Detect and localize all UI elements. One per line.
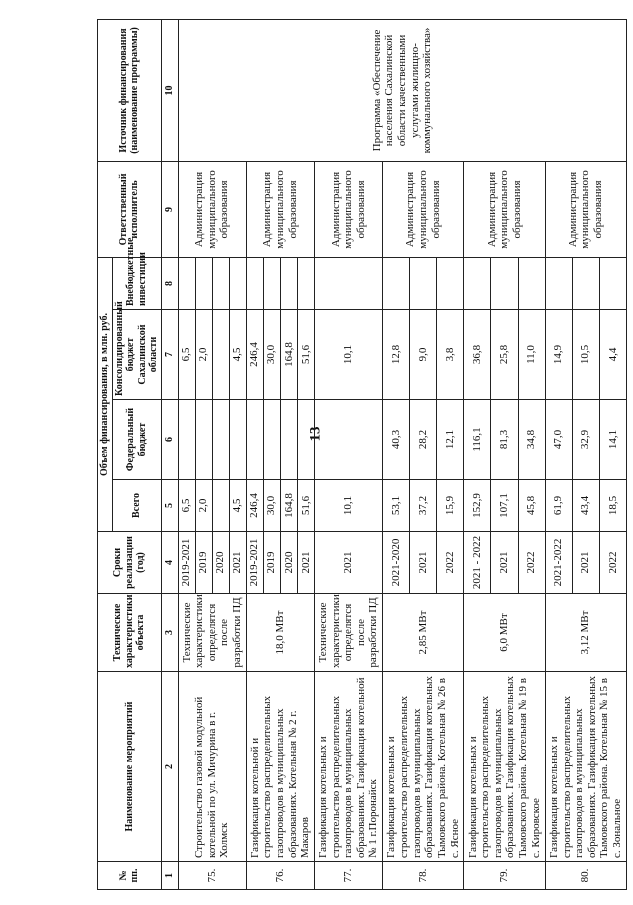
extra-cell (545, 257, 572, 309)
table-row (178, 19, 195, 889)
federal-cell (297, 400, 314, 480)
consolidated-cell: 51,6 (297, 310, 314, 400)
extra-cell (314, 257, 382, 309)
total-cell: 51,6 (297, 480, 314, 532)
term-cell: 2021 (314, 532, 382, 594)
total-cell: 6,5 (178, 480, 195, 532)
extra-cell (572, 257, 599, 309)
extra-cell (297, 257, 314, 309)
federal-cell: 81,3 (491, 400, 518, 480)
measure-name: Строительство газовой модульной котельной по ул. Мичурина в г. Холмск (178, 672, 246, 862)
tech-characteristics: 2,85 МВт (383, 594, 464, 672)
extra-cell (212, 257, 229, 309)
row-number: 78. (383, 862, 464, 890)
consolidated-cell: 30,0 (263, 310, 280, 400)
consolidated-cell: 164,8 (280, 310, 297, 400)
consolidated-cell: 36,8 (464, 310, 491, 400)
row-number: 80. (545, 862, 626, 890)
federal-cell (263, 400, 280, 480)
consolidated-cell: 12,8 (383, 310, 410, 400)
total-cell: 152,9 (464, 480, 491, 532)
total-cell: 164,8 (280, 480, 297, 532)
measure-name: Газификация котельных и строительство распределительных газопроводов в муниципальных образованиях. Газификация котельной № 1 г.Поронайск (314, 672, 382, 862)
consolidated-cell: 25,8 (491, 310, 518, 400)
total-cell: 246,4 (246, 480, 263, 532)
federal-cell: 32,9 (572, 400, 599, 480)
total-cell: 107,1 (491, 480, 518, 532)
extra-cell (246, 257, 263, 309)
executor-cell: Администрация муниципального образования (383, 161, 464, 257)
term-cell: 2020 (212, 532, 229, 594)
total-cell: 45,8 (518, 480, 545, 532)
term-cell: 2022 (437, 532, 464, 594)
total-cell: 61,9 (545, 480, 572, 532)
term-cell: 2019-2021 (178, 532, 195, 594)
term-cell: 2021 (491, 532, 518, 594)
federal-cell (246, 400, 263, 480)
tech-characteristics: 18,0 МВт (246, 594, 314, 672)
total-cell: 18,5 (599, 480, 626, 532)
federal-cell (212, 400, 229, 480)
col-number: 10 (161, 19, 178, 161)
extra-cell (599, 257, 626, 309)
extra-cell (195, 257, 212, 309)
term-cell: 2021 (229, 532, 246, 594)
extra-cell (383, 257, 410, 309)
consolidated-cell: 3,8 (437, 310, 464, 400)
consolidated-cell: 2,0 (195, 310, 212, 400)
measure-name: Газификация котельных и строительство распределительных газопроводов в муниципальных образованиях. Газификация котельных Тымовского района. Котельная № 19 в с. Кировское (464, 672, 545, 862)
tech-characteristics: 6,0 МВт (464, 594, 545, 672)
row-number: 75. (178, 862, 246, 890)
consolidated-cell: 6,5 (178, 310, 195, 400)
header-consolidated: Консолидированный бюджет Сахалинской области (112, 310, 161, 400)
term-cell: 2019-2021 (246, 532, 263, 594)
total-cell: 4,5 (229, 480, 246, 532)
consolidated-cell: 9,0 (410, 310, 437, 400)
total-cell: 10,1 (314, 480, 382, 532)
header-total: Всего (112, 480, 161, 532)
header-name: Наименование мероприятий (98, 672, 162, 862)
consolidated-cell: 11,0 (518, 310, 545, 400)
col-number: 2 (161, 672, 178, 862)
executor-cell: Администрация муниципального образования (178, 161, 246, 257)
col-number: 8 (161, 257, 178, 309)
federal-cell (178, 400, 195, 480)
total-cell: 53,1 (383, 480, 410, 532)
col-number: 4 (161, 532, 178, 594)
federal-cell (229, 400, 246, 480)
header-tech: Технические характеристики объекта (98, 594, 162, 672)
col-number: 9 (161, 161, 178, 257)
extra-cell (410, 257, 437, 309)
consolidated-cell: 4,5 (229, 310, 246, 400)
col-number: 6 (161, 400, 178, 480)
federal-cell: 28,2 (410, 400, 437, 480)
total-cell: 30,0 (263, 480, 280, 532)
federal-cell: 47,0 (545, 400, 572, 480)
consolidated-cell: 10,5 (572, 310, 599, 400)
consolidated-cell: 10,1 (314, 310, 382, 400)
federal-cell: 34,8 (518, 400, 545, 480)
page-number: 13 (307, 426, 324, 442)
executor-cell: Администрация муниципального образования (545, 161, 626, 257)
extra-cell (263, 257, 280, 309)
executor-cell: Администрация муниципального образования (464, 161, 545, 257)
extra-cell (464, 257, 491, 309)
measure-name: Газификация котельных и строительство распределительных газопроводов в муниципальных образованиях. Газификация котельных Тымовского района. Котельная № 15 в с. Зональное (545, 672, 626, 862)
header-executor: Ответственный исполнитель (98, 161, 162, 257)
header-federal: Федеральный бюджет (112, 400, 161, 480)
total-cell: 2,0 (195, 480, 212, 532)
total-cell: 43,4 (572, 480, 599, 532)
consolidated-cell: 4,4 (599, 310, 626, 400)
term-cell: 2021 (410, 532, 437, 594)
term-cell: 2021 - 2022 (464, 532, 491, 594)
measure-name: Газификация котельной и строительство распределительных газопроводов в муниципальных образованиях. Котельная № 2 г. Макаров (246, 672, 314, 862)
financing-table (97, 19, 627, 890)
tech-characteristics: Технические характеристики определятся после разработки ПД (178, 594, 246, 672)
tech-characteristics: 3,12 МВт (545, 594, 626, 672)
row-number: 77. (314, 862, 382, 890)
term-cell: 2022 (599, 532, 626, 594)
total-cell: 15,9 (437, 480, 464, 532)
federal-cell: 12,1 (437, 400, 464, 480)
term-cell: 2019 (263, 532, 280, 594)
header-no: № пп. (98, 862, 162, 890)
extra-cell (518, 257, 545, 309)
federal-cell (314, 400, 382, 480)
tech-characteristics: Технические характеристики определятся после разработки ПД (314, 594, 382, 672)
rotated-table-sheet (97, 20, 627, 890)
extra-cell (229, 257, 246, 309)
federal-cell: 116,1 (464, 400, 491, 480)
header-term: Сроки реализации (год) (98, 532, 162, 594)
term-cell: 2021-2022 (545, 532, 572, 594)
header-source: Источник финансирования (наименование программы) (98, 19, 162, 161)
measure-name: Газификация котельных и строительство распределительных газопроводов в муниципальных образованиях. Газификация котельных Тымовского района. Котельная № 26 в с. Ясное (383, 672, 464, 862)
federal-cell (280, 400, 297, 480)
consolidated-cell: 14,9 (545, 310, 572, 400)
row-number: 79. (464, 862, 545, 890)
term-cell: 2019 (195, 532, 212, 594)
total-cell: 37,2 (410, 480, 437, 532)
consolidated-cell (212, 310, 229, 400)
extra-cell (437, 257, 464, 309)
col-number: 3 (161, 594, 178, 672)
header-volume: Объем финансирования, в млн. руб. (98, 257, 113, 531)
extra-cell (280, 257, 297, 309)
col-number: 5 (161, 480, 178, 532)
total-cell (212, 480, 229, 532)
extra-cell (491, 257, 518, 309)
federal-cell: 40,3 (383, 400, 410, 480)
federal-cell (195, 400, 212, 480)
federal-cell: 14,1 (599, 400, 626, 480)
term-cell: 2020 (280, 532, 297, 594)
term-cell: 2021 (297, 532, 314, 594)
col-number: 7 (161, 310, 178, 400)
executor-cell: Администрация муниципального образования (246, 161, 314, 257)
header-extra: Внебюджетные инвестиции (112, 257, 161, 309)
extra-cell (178, 257, 195, 309)
row-number: 76. (246, 862, 314, 890)
executor-cell: Администрация муниципального образования (314, 161, 382, 257)
col-number: 1 (161, 862, 178, 890)
program-cell: Программа «Обеспечение населения Сахалинской области качественными услугами жилищно-коммунального хозяйства» (178, 19, 627, 161)
term-cell: 2022 (518, 532, 545, 594)
term-cell: 2021 (572, 532, 599, 594)
consolidated-cell: 246,4 (246, 310, 263, 400)
table-body (178, 19, 627, 889)
term-cell: 2021-2020 (383, 532, 410, 594)
